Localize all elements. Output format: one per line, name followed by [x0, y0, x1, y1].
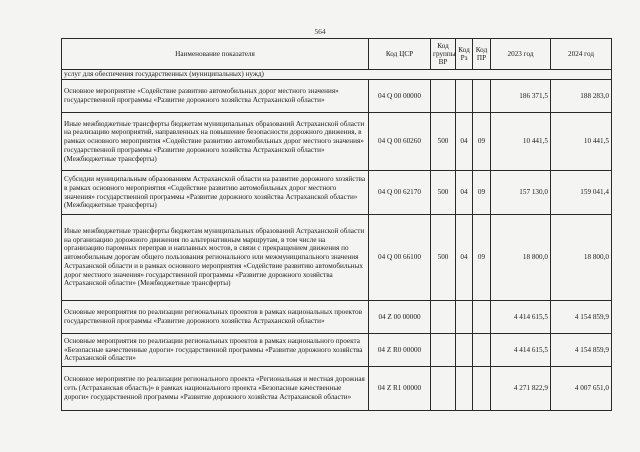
row-csr: 04 Q 00 60260: [369, 113, 431, 171]
row-name: Иные межбюджетные трансферты бюджетам муниципальных образований Астраханской области на реализацию мероприятий, направленных на повышение безопасности дорожного движения, в рамках основного мероприятия «Содействие развитию автомобильных дорог местного значения» государственной программы «Развитие дорожного хозяйства Астраханской области» (Межбюджетные трансферты): [62, 113, 369, 171]
row-csr: 04 Z R1 00000: [369, 367, 431, 411]
row-pr: [473, 80, 491, 113]
row-2023: 18 800,0: [491, 215, 551, 301]
budget-table: [61, 38, 612, 411]
table-row: [62, 215, 612, 301]
row-2023: 4 414 615,5: [491, 301, 551, 334]
row-rz: [456, 80, 473, 113]
header-2023: 2023 год: [491, 39, 551, 70]
row-name: Иные межбюджетные трансферты бюджетам муниципальных образований Астраханской области на организацию дорожного движения по альтернативным маршрутам, в том числе на организацию паромных переправ и наплавных мостов, в связи с прекращением движения по автомобильным дорогам общего пользования регионального или межмуниципального значения Астраханской области и в рамках основного мероприятия «Содействие развитию автомобильных дорог местного значения» государственной программы «Развитие дорожного хозяйства Астраханской области» (Межбюджетные трансферты): [62, 215, 369, 301]
row-pr: [473, 334, 491, 367]
continuation-row: [62, 70, 612, 80]
header-vr: Код группы ВР: [431, 39, 456, 70]
row-csr: 04 Z 00 00000: [369, 301, 431, 334]
continuation-text: услуг для обеспечения государственных (муниципальных) нужд): [62, 70, 612, 80]
row-vr: [431, 334, 456, 367]
row-csr: 04 Q 00 66100: [369, 215, 431, 301]
row-pr: 09: [473, 113, 491, 171]
row-rz: 04: [456, 113, 473, 171]
row-csr: 04 Z R0 00000: [369, 334, 431, 367]
row-pr: 09: [473, 215, 491, 301]
row-2023: 10 441,5: [491, 113, 551, 171]
row-vr: [431, 301, 456, 334]
row-name: Основные мероприятия по реализации региональных проектов в рамках национальных проектов государственной программы «Развитие дорожного хозяйства Астраханской области»: [62, 301, 369, 334]
row-vr: 500: [431, 113, 456, 171]
row-vr: [431, 80, 456, 113]
table-row: [62, 334, 612, 367]
row-2024: 18 800,0: [551, 215, 612, 301]
table-row: [62, 367, 612, 411]
row-2024: 4 154 859,9: [551, 334, 612, 367]
header-name: Наименование показателя: [62, 39, 369, 70]
row-rz: [456, 367, 473, 411]
row-2024: 4 007 651,0: [551, 367, 612, 411]
page-number: 564: [314, 27, 326, 36]
row-name: Основное мероприятие по реализации регионального проекта «Региональная и местная дорожная сеть (Астраханская область)» в рамках национального проекта «Безопасные качественные дороги» государственной программы «Развитие дорожного хозяйства Астраханской области»: [62, 367, 369, 411]
header-rz: Код Рз: [456, 39, 473, 70]
row-pr: [473, 367, 491, 411]
row-2023: 186 371,5: [491, 80, 551, 113]
row-2024: 159 041,4: [551, 171, 612, 215]
row-2024: 188 283,0: [551, 80, 612, 113]
row-pr: 09: [473, 171, 491, 215]
table-row: [62, 80, 612, 113]
row-2024: 10 441,5: [551, 113, 612, 171]
row-rz: 04: [456, 215, 473, 301]
row-csr: 04 Q 00 62170: [369, 171, 431, 215]
header-row: [62, 39, 612, 70]
table-row: [62, 113, 612, 171]
row-vr: 500: [431, 171, 456, 215]
row-2023: 157 130,0: [491, 171, 551, 215]
row-vr: [431, 367, 456, 411]
row-rz: [456, 334, 473, 367]
table-row: [62, 301, 612, 334]
header-2024: 2024 год: [551, 39, 612, 70]
header-pr: Код ПР: [473, 39, 491, 70]
row-2023: 4 414 615,5: [491, 334, 551, 367]
header-csr: Код ЦСР: [369, 39, 431, 70]
table-row: [62, 171, 612, 215]
row-rz: 04: [456, 171, 473, 215]
row-name: Основные мероприятия по реализации региональных проектов в рамках национального проекта «Безопасные качественные дороги» государственной программы «Развитие дорожного хозяйства Астраханской области»: [62, 334, 369, 367]
row-2023: 4 271 822,9: [491, 367, 551, 411]
row-rz: [456, 301, 473, 334]
row-vr: 500: [431, 215, 456, 301]
row-name: Основное мероприятие «Содействие развитию автомобильных дорог местного значения» государственной программы «Развитие дорожного хозяйства Астраханской области»: [62, 80, 369, 113]
row-pr: [473, 301, 491, 334]
row-csr: 04 Q 00 00000: [369, 80, 431, 113]
row-name: Субсидии муниципальным образованиям Астраханской области на развитие дорожного хозяйства в рамках основного мероприятия «Содействие развитию автомобильных дорог местного значения» государственной программы «Развитие дорожного хозяйства Астраханской области» (Межбюджетные трансферты): [62, 171, 369, 215]
row-2024: 4 154 859,9: [551, 301, 612, 334]
